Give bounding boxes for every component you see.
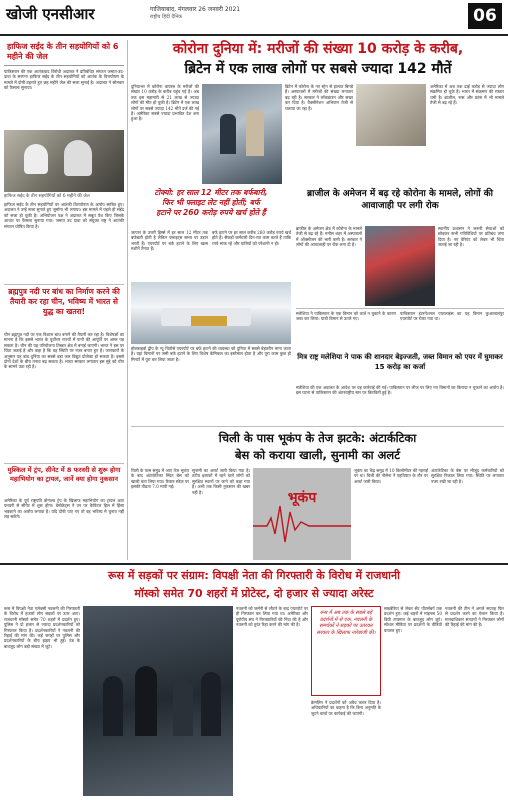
earthquake-graphic-text: भूकंप — [287, 490, 317, 506]
malaysia-body-1: मलेशिया ने पाकिस्तान के एक विमान को कर्ज न चुकाने के कारण जब्त कर लिया। यात्री विमान से उतारे गए। — [296, 311, 396, 322]
hafiz-photo-caption: हाफिज सईद के तीन सहयोगियों को 6 महीने की जेल — [4, 194, 90, 199]
corona-body-1: दुनियाभर में कोरोना वायरस के मरीजों की संख्या 10 करोड़ के करीब पहुंच गई है। अब तक इस महामारी से 21 लाख से ज्यादा लोगों की मौत हो चुकी है। ब्रिटेन में एक लाख लोगों पर सबसे ज्यादा 142 मौतें दर्ज की गई हैं। अमेरिका सबसे ज्यादा प्रभावित देश बना हुआ है। — [131, 84, 199, 122]
tokyo-body-3: होक्काइडो द्वीप के न्यू चितोसे एयरपोर्ट पर बर्फ हटाने की व्यवस्था को दुनिया में सबसे बेहतरीन माना जाता है। यहां विमानों पर जमी बर्फ हटाने के लिए विशेष केमिकल का इस्तेमाल होता है और पूरा काम कुछ ही मिनटों में पूरा कर लिया जाता है। — [131, 346, 291, 362]
corona-body-2: ब्रिटेन में कोरोना के नए स्ट्रेन से हालात बिगड़े हैं। अस्पतालों में मरीजों की संख्या लगातार बढ़ रही है। सरकार ने लॉकडाउन और सख्त कर दिया है। वैक्सीनेशन अभियान तेजी से चलाया जा रहा है। — [285, 84, 353, 111]
masthead — [0, 0, 508, 36]
tokyo-headline-1: टोक्यो: हर साल 12 मीटर तक बर्फबारी, — [154, 188, 268, 197]
chile-headline-2: बेस को कराया खाली, सुनामी का अलर्ट — [234, 448, 401, 462]
malaysia-headline: मित्र राष्ट्र मलेशिया ने पाक की शानदार बेइज्जती, जब्त विमान को एयर में घुमाकर 15 करोड़ का कर्जा — [297, 353, 503, 371]
tokyo-headline — [131, 188, 291, 228]
tokyo-body-1: जापान के उत्तरी हिस्से में हर साल 12 मीटर तक बर्फबारी होती है लेकिन फ्लाइट्स समय पर उड़ान भरती हैं। एयरपोर्ट पर बर्फ हटाने के लिए खास मशीनें तैनात हैं। — [131, 230, 208, 252]
brazil-headline: ब्राजील के अमेजन में बढ़ रहे कोरोना के मामले, लोगों की आवाजाही पर लगी रोक — [307, 189, 493, 211]
brazil-body-2: स्थानीय प्रशासन ने जरूरी सेवाओं को छोड़कर सभी गतिविधियों पर प्रतिबंध लगा दिया है। नए वेरिएंट को लेकर भी चिंता जताई जा रही है। — [438, 226, 504, 248]
brahmaputra-headline: ब्रह्मपुत्र नदी पर बांध का निर्माण करने की तैयारी कर रहा चीन, भविष्य में भारत से युद्ध का खतरा! — [8, 287, 120, 316]
dateline: गाजियाबाद, मंगलवार 26 जनवरी 2021 — [150, 6, 241, 13]
earthquake-graphic — [253, 468, 351, 560]
trump-headline: मुश्किल में ट्रंप, सीनेट में 8 फरवरी से शुरू होगा महाभियोग का ट्रायल, जानें क्या होगा नुकसान — [7, 466, 121, 483]
tokyo-snow-photo — [131, 282, 291, 344]
malaysia-body-3: मलेशिया की एक अदालत के आदेश पर यह कार्रवाई की गई। पाकिस्तान पर लीज पर लिए गए विमानों का किराया न चुकाने का आरोप है। इस घटना से पाकिस्तान की अंतरराष्ट्रीय स्तर पर किरकिरी हुई है। — [296, 385, 504, 396]
brazil-photo — [365, 226, 435, 306]
russia-body-2: नवलनी को जर्मनी से लौटने के बाद एयरपोर्ट पर ही गिरफ्तार कर लिया गया था। अमेरिका और यूरोपीय संघ ने गिरफ्तारियों की निंदा की है और नवलनी को तुरंत रिहा करने की मांग की है। — [236, 606, 308, 628]
brazil-body-1: ब्राजील के अमेजन क्षेत्र में कोरोना के मामले तेजी से बढ़ रहे हैं। मनौस शहर में अस्पतालों में ऑक्सीजन की भारी कमी है। सरकार ने लोगों की आवाजाही पर रोक लगा दी है। — [296, 226, 362, 248]
corona-body-3: अमेरिका में अब तक ढाई करोड़ से ज्यादा लोग संक्रमित हो चुके हैं। भारत में संक्रमण की रफ्तार थमी है। ब्राजील, रूस और फ्रांस में भी मामले तेजी से बढ़ रहे हैं। — [430, 84, 504, 106]
corona-photo-2 — [356, 84, 426, 146]
chile-body-1: चिली के पास समुद्र में आए तेज भूकंप के बाद अंटार्कटिका स्थित बेस को खाली करा लिया गया। रिक्टर स्केल पर इसकी तीव्रता 7.0 मापी गई। — [131, 468, 189, 490]
seismograph-icon — [253, 468, 351, 560]
hafiz-photo — [4, 130, 124, 192]
brahmaputra-body: चीन ब्रह्मपुत्र नदी पर एक विशाल बांध बनाने की तैयारी कर रहा है। विशेषज्ञों का मानना है कि इससे भारत के पूर्वोत्तर राज्यों में पानी की आपूर्ति पर असर पड़ सकता है। चीन की यह परियोजना तिब्बत क्षेत्र में बनाई जाएगी। भारत ने इस पर चिंता जताई है और कहा है कि वह स्थिति पर नजर बनाए हुए है। जानकारों के अनुसार यह बांध दुनिया का सबसे बड़ा जल विद्युत प्रोजेक्ट हो सकता है। इससे दोनों देशों के बीच तनाव बढ़ सकता है। भारत सरकार लगातार इस मुद्दे को चीन के सामने उठा रही है। — [4, 332, 124, 370]
russia-body-5: नवलनी की टीम ने अगले सप्ताह फिर से प्रदर्शन करने का ऐलान किया है। मानवाधिकार संगठनों ने गिरफ्तार लोगों की रिहाई की मांग की है। — [445, 606, 504, 628]
left-column — [4, 40, 124, 560]
corona-photo — [202, 84, 282, 184]
chile-body-4: अंटार्कटिका के बेस पर मौजूद कर्मचारियों को सुरक्षित निकाल लिया गया। स्थिति पर लगातार नजर रखी जा रही है। — [431, 468, 504, 484]
russia-body-4: साइबेरिया से लेकर सेंट पीटर्सबर्ग तक प्रदर्शन हुए। कई शहरों में माइनस 50 डिग्री तापमान के बावजूद लोग जुटे। सोशल मीडिया पर प्रदर्शनों के वीडियो वायरल हुए। — [384, 606, 442, 633]
dateline-sub: राष्ट्रीय हिंदी दैनिक — [150, 14, 183, 20]
russia-protest-photo — [83, 606, 233, 796]
chile-body-2: सुनामी का अलर्ट जारी किया गया है। तटीय इलाकों में रहने वाले लोगों को सुरक्षित स्थानों पर जाने को कहा गया है। अभी तक किसी नुकसान की खबर नहीं है। — [192, 468, 250, 495]
russia-body-3: क्रेमलिन ने प्रदर्शनों को अवैध करार दिया है। अधिकारियों का कहना है कि बिना अनुमति के जुटने वालों पर कार्रवाई की जाएगी। — [311, 700, 381, 716]
russia-body-1: रूस में विपक्षी नेता एलेक्सी नवलनी की गिरफ्तारी के विरोध में हजारों लोग सड़कों पर उतर आए। राजधानी मॉस्को समेत 70 शहरों में प्रदर्शन हुए। पुलिस ने दो हजार से ज्यादा प्रदर्शनकारियों को गिरफ्तार किया है। प्रदर्शनकारियों ने नवलनी की रिहाई की मांग की। कई जगहों पर पुलिस और प्रदर्शनकारियों के बीच झड़प भी हुई। ठंड के बावजूद लोग बड़ी संख्या में जुटे। — [4, 606, 80, 649]
tokyo-headline-3: हटाने पर 260 करोड़ रुपये खर्च होते हैं — [156, 208, 266, 217]
trump-body: अमेरिका के पूर्व राष्ट्रपति डोनाल्ड ट्रंप के खिलाफ महाभियोग का ट्रायल आठ फरवरी से सीनेट में शुरू होगा। डेमोक्रेट्स ने उन पर कैपिटल हिल में हिंसा भड़काने का आरोप लगाया है। यदि दोषी पाए गए तो वह भविष्य में चुनाव नहीं लड़ सकेंगे। — [4, 498, 124, 520]
malaysia-body-2: पाकिस्तान इंटरनेशनल एयरलाइंस का यह विमान कुआलालंपुर एयरपोर्ट पर रोका गया था। — [400, 311, 504, 322]
russia-headline-1: रूस में सड़कों पर संग्राम: विपक्षी नेता की गिरफ्तारी के विरोध में राजधानी — [108, 569, 400, 582]
tokyo-headline-2: फिर भी फ्लाइट लेट नहीं होतीं; बर्फ — [162, 198, 260, 207]
page-number: 06 — [468, 3, 502, 29]
hafiz-body: पाकिस्तान की एक आतंकवाद विरोधी अदालत ने प्रतिबंधित संगठन जमात-उद-दावा के सरगना हाफिज सईद के तीन सहयोगियों को आतंक के वित्तपोषण के मामले में दोषी ठहराते हुए छह महीने जेल की सजा सुनाई है। अदालत ने सोमवार को फैसला सुनाया। — [4, 69, 124, 91]
chile-body-3: भूकंप का केंद्र समुद्र में 10 किलोमीटर की गहराई पर था। चिली की नौसेना ने एहतियात के तौर पर अलर्ट जारी किया। — [354, 468, 428, 484]
corona-headline-2: ब्रिटेन में एक लाख लोगों पर सबसे ज्यादा 142 मौतें — [184, 61, 452, 77]
russia-pull-quote: रूस में अब तक के सबसे बड़े प्रदर्शनों में से एक, नवलनी के समर्थकों ने सड़कों पर उतरकर सरकार के खिलाफ नारेबाजी की। — [311, 606, 381, 696]
hafiz-headline: हाफिज सईद के तीन सहयोगियों को 6 महीने की जेल — [4, 40, 124, 66]
tokyo-body-2: बर्फ हटाने पर हर साल करीब 260 करोड़ रुपये खर्च होते हैं। सैकड़ों कर्मचारी दिन-रात काम करते हैं ताकि रनवे साफ रहे और यात्रियों को परेशानी न हो। — [212, 230, 291, 246]
chile-headline-1: चिली के पास भूकंप के तेज झटके: अंटार्कटिका — [218, 431, 417, 445]
corona-headline-1: कोरोना दुनिया में: मरीजों की संख्या 10 करोड़ के करीब, — [172, 41, 464, 57]
hafiz-body-2: हाफिज सईद के तीन सहयोगियों पर आतंकी वित्तपोषण के आरोप साबित हुए। अदालत ने उन्हें सजा सुनाते हुए जुर्माना भी लगाया। इस मामले में पहले ही सईद को सजा हो चुकी है। अभियोजन पक्ष ने अदालत में सबूत पेश किए जिसके आधार पर फैसला सुनाया गया। जमात उद दावा को संयुक्त राष्ट्र ने आतंकी संगठन घोषित किया है। — [4, 202, 124, 229]
russia-headline-2: मॉस्को समेत 70 शहरों में प्रोटेस्ट, दो हजार से ज्यादा अरेस्ट — [134, 587, 374, 600]
newspaper-logo: खोजी एनसीआर — [6, 5, 95, 23]
